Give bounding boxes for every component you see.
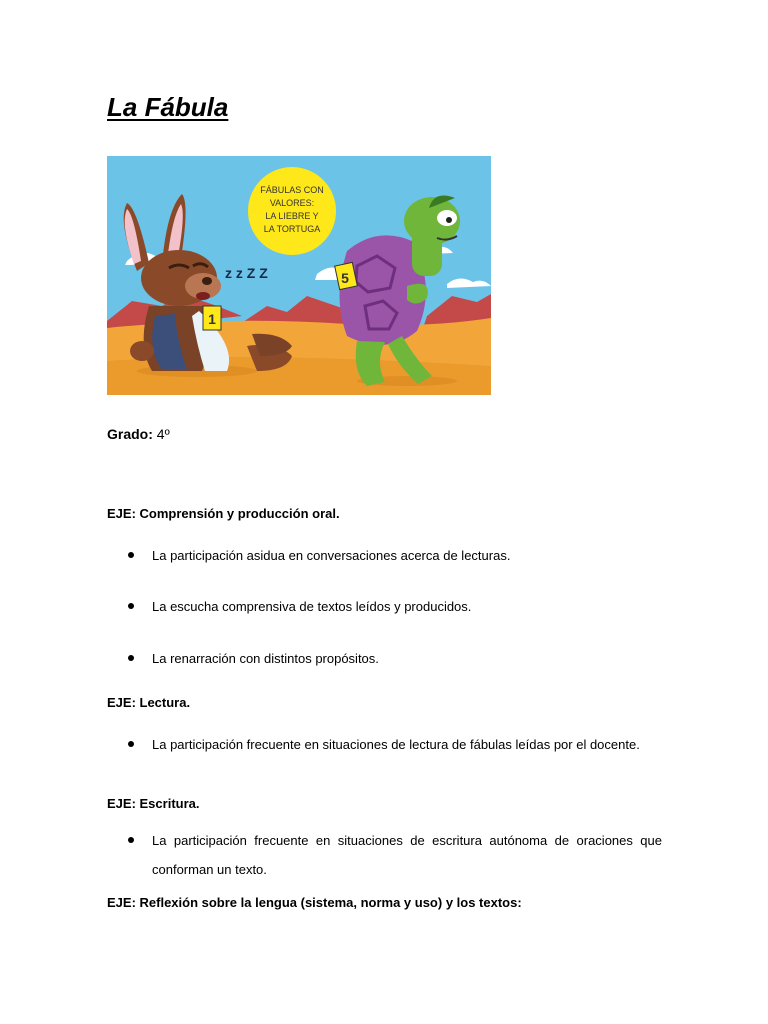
list-item-text: La participación asidua en conversaciones acerca de lecturas. bbox=[152, 548, 511, 563]
section-heading-escritura: EJE: Escritura. bbox=[107, 796, 200, 811]
list-item-text: La renarración con distintos propósitos. bbox=[152, 651, 379, 666]
page-title: La Fábula bbox=[107, 92, 229, 122]
snore-text: z z Z Z bbox=[225, 265, 268, 281]
list-item bbox=[128, 826, 662, 884]
bullet-icon bbox=[128, 603, 134, 609]
section-heading-reflexion: EJE: Reflexión sobre la lengua (sistema, norma y uso) y los textos: bbox=[107, 895, 522, 910]
list-item-text: La participación frecuente en situaciones de escritura autónoma de oraciones que conforman un texto. bbox=[152, 833, 662, 877]
grade-label: Grado: bbox=[107, 426, 153, 442]
grade-value: 4º bbox=[156, 426, 170, 442]
hare-number-tag: 1 bbox=[208, 311, 216, 327]
bullet-icon bbox=[128, 741, 134, 747]
badge-line-4: LA TORTUGA bbox=[263, 224, 321, 234]
list-item bbox=[128, 730, 662, 759]
section-heading-lectura: EJE: Lectura. bbox=[107, 695, 191, 710]
bullet-icon bbox=[128, 552, 134, 558]
badge-line-3: LA LIEBRE Y bbox=[265, 211, 319, 221]
bullet-icon bbox=[128, 837, 134, 843]
list-item bbox=[128, 644, 662, 673]
list-item-text: La escucha comprensiva de textos leídos y producidos. bbox=[152, 599, 472, 614]
grade-line bbox=[107, 426, 170, 442]
list-item-text: La participación frecuente en situaciones de lectura de fábulas leídas por el docente. bbox=[152, 737, 640, 752]
fable-illustration bbox=[107, 156, 491, 395]
badge-line-2: VALORES: bbox=[269, 198, 315, 208]
list-item bbox=[128, 592, 662, 621]
badge-line-1: FÁBULAS CON bbox=[260, 185, 324, 195]
turtle-number-tag: 5 bbox=[341, 270, 349, 286]
bullet-icon bbox=[128, 655, 134, 661]
list-item bbox=[128, 541, 662, 570]
section-heading-oral: EJE: Comprensión y producción oral. bbox=[107, 506, 340, 521]
